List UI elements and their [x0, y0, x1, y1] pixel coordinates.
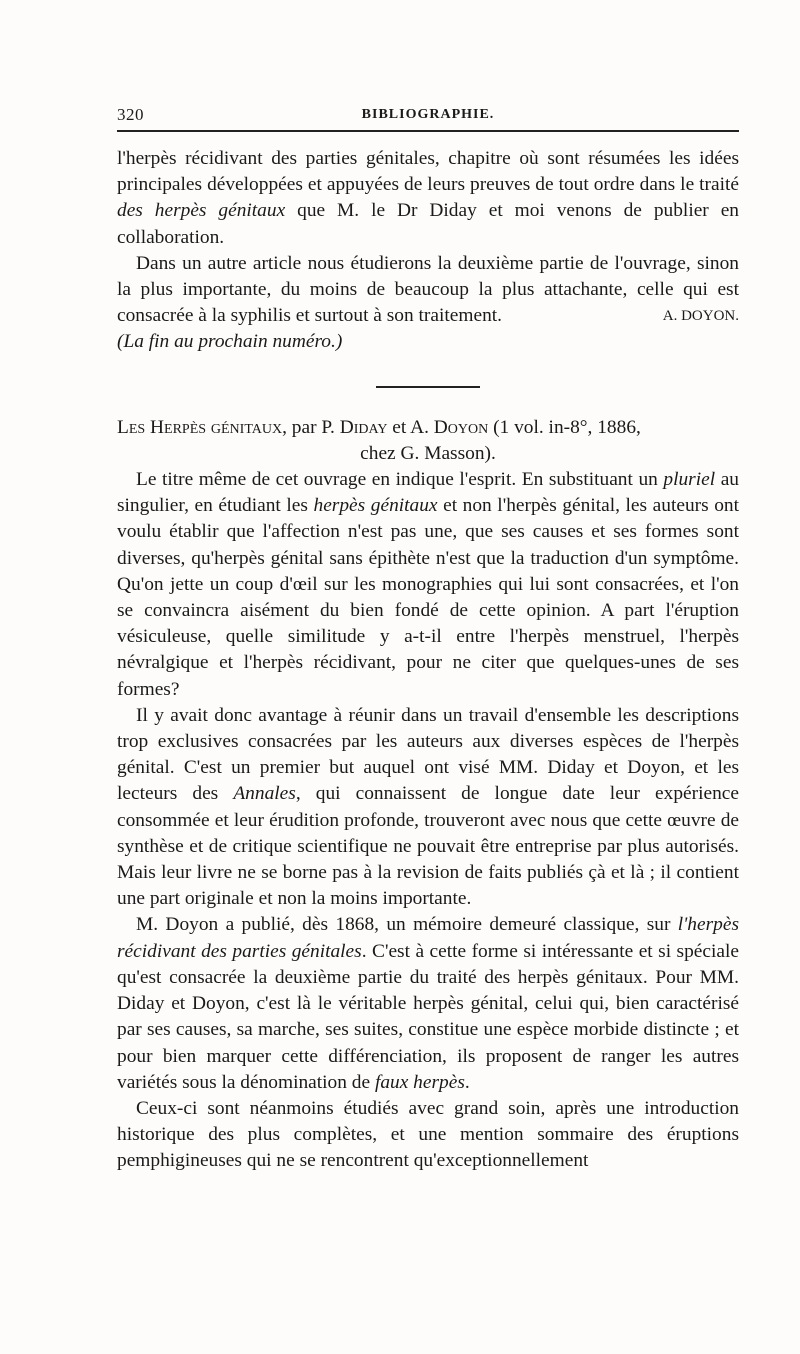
italic-title: des herpès génitaux [117, 200, 286, 222]
paragraph [117, 912, 739, 1095]
book-title: Les Herpès génitaux [117, 416, 283, 438]
page-body [117, 146, 739, 1175]
text: Ceux-ci sont néanmoins étudiés avec grand soin, après une introduction historique des plus complètes, et une mention sommaire des éruptions pemphigineuses qui ne se rencontrent qu'exceptionnellement [117, 1097, 739, 1172]
text: M. Doyon a publié, dès 1868, un mémoire demeuré classique, sur [136, 914, 678, 936]
section-divider [376, 386, 480, 388]
author-name: Diday [339, 416, 388, 438]
paragraph [117, 467, 739, 703]
text: , par P. [282, 416, 340, 438]
text: et non l'herpès génital, les auteurs ont voulu établir que l'affection n'est pas une, que ses causes et ses formes sont diverses, qu'herpès génital sans épithète n'est que la traduction d'un symptôme. Qu'on jette un coup d'œil sur les monographies qui lui sont consacrées, et l'on se convaincra aisément du bien fondé de cette opinion. A part l'éruption vésiculeuse, quelle similitude y a-t-il entre l'herpès menstruel, l'herpès névralgique et l'herpès récidivant, pour ne citer que quelques-unes de ses formes? [117, 495, 739, 700]
continued-text: (La fin au prochain numéro.) [117, 331, 343, 353]
italic-text: Annales [233, 783, 296, 805]
paragraph [117, 251, 739, 330]
continued-note [117, 329, 739, 355]
text: l'herpès récidivant des parties génitales, chapitre où sont résumées les idées principales développées et appuyées de leurs preuves de tout ordre dans le traité [117, 148, 739, 196]
text: que M. le Dr Diday et moi venons de publier en collaboration. [117, 200, 739, 248]
italic-text: herpès génitaux [313, 495, 438, 517]
running-title: BIBLIOGRAPHIE. [361, 107, 495, 122]
paragraph [117, 1096, 739, 1175]
italic-text: pluriel [663, 469, 716, 491]
header-rule [117, 130, 739, 132]
italic-text: faux herpès [374, 1071, 465, 1093]
page-header [117, 101, 739, 129]
text: . C'est à cette forme si intéressante et si spéciale qu'est consacrée la deuxième partie du traité des herpès génitaux. Pour MM. Diday et Doyon, c'est là le véritable herpès génital, celui qui, bien caractérisé par ses causes, sa marche, ses suites, constitue une espèce morbide distincte ; et pour bien marquer cette différenciation, ils proposent de ranger les autres variétés sous la dénomination de [117, 940, 739, 1093]
italic-text: l'herpès récidivant des parties génitales [117, 914, 739, 962]
page-number: 320 [117, 105, 144, 124]
signature: A. DOYON. [662, 308, 739, 325]
book-reference-line2: chez G. Masson). [360, 442, 496, 464]
text: . [464, 1071, 470, 1093]
paragraph-continued [117, 146, 739, 251]
book-reference [117, 415, 739, 441]
author-name: Doyon [433, 416, 489, 438]
text: et A. [387, 416, 434, 438]
text: Il y avait donc avantage à réunir dans un travail d'ensemble les descriptions trop exclusives consacrées par les auteurs aux diverses espèces de l'herpès génital. C'est un premier but auquel ont visé MM. Diday et Doyon, et les lecteurs des [117, 704, 739, 805]
text: Le titre même de cet ouvrage en indique l'esprit. En substituant un [136, 469, 664, 491]
text: Dans un autre article nous étudierons la deuxième partie de l'ouvrage, sinon la plus importante, du moins de beaucoup la plus attachante, celle qui est consacrée à la syphilis et surtout à son traitement. [117, 252, 739, 327]
text: (1 vol. in-8°, 1886, [488, 416, 641, 438]
paragraph [117, 703, 739, 913]
text: au singulier, en étudiant les [117, 469, 739, 517]
text: , qui connaissent de longue date leur expérience consommée et leur érudition profonde, trouveront avec nous que cette œuvre de synthèse et de critique scientifique ne pouvait être entreprise par plus autorisés. Mais leur livre ne se borne pas à la revision de faits publiés çà et là ; il contient une part originale et non la moins importante. [117, 783, 739, 910]
